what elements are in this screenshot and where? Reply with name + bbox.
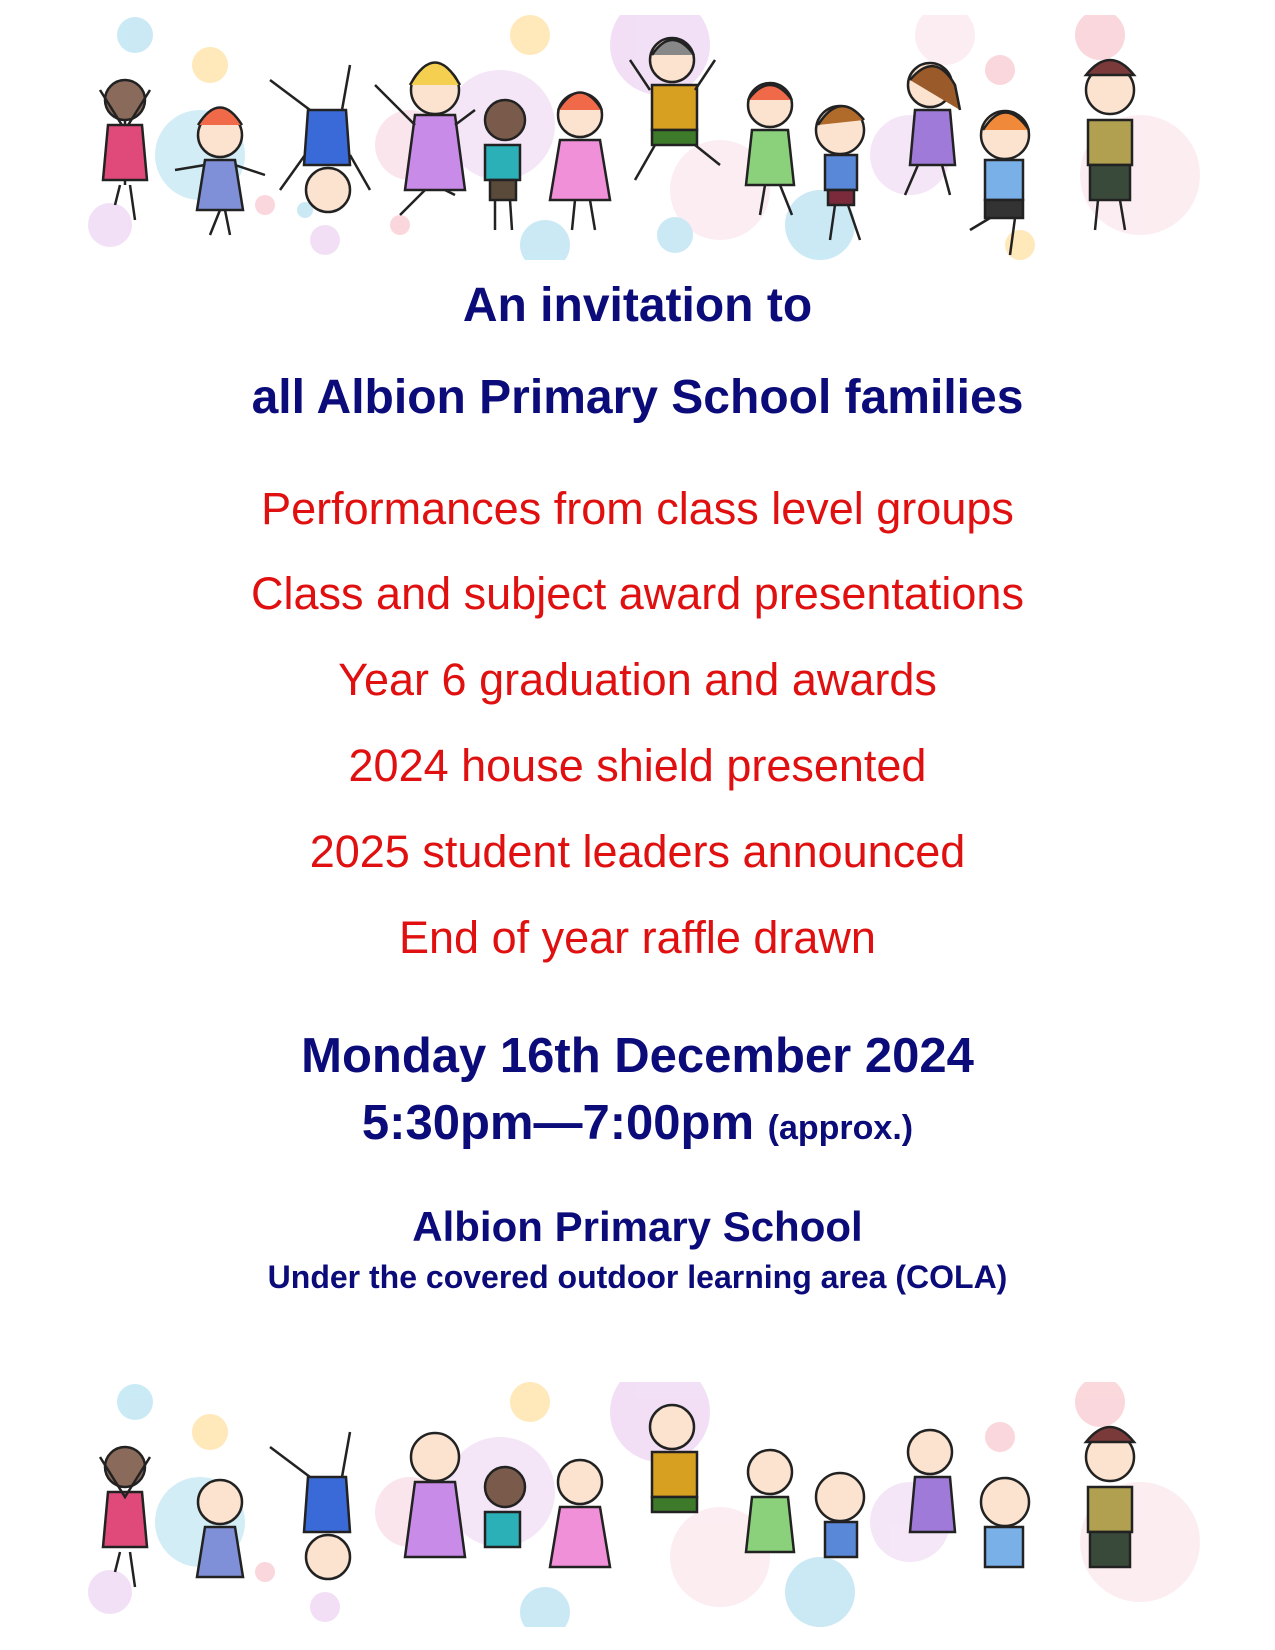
program-item: Class and subject award presentations <box>251 568 1024 619</box>
program-item: 2025 student leaders announced <box>309 826 966 877</box>
event-time-row <box>0 1095 1275 1151</box>
program-item: Performances from class level groups <box>261 483 1014 534</box>
event-date: Monday 16th December 2024 <box>301 1029 974 1083</box>
program-item: End of year raffle drawn <box>399 912 876 963</box>
program-item: 2024 house shield presented <box>348 740 927 791</box>
bottom-children-banner <box>80 1382 1200 1627</box>
event-time-note: (approx.) <box>767 1109 914 1147</box>
top-children-banner <box>80 15 1200 260</box>
invitation-audience: all Albion Primary School families <box>251 371 1024 424</box>
venue-location: Under the covered outdoor learning area (COLA) <box>267 1259 1008 1295</box>
program-item: Year 6 graduation and awards <box>338 654 937 705</box>
venue-name: Albion Primary School <box>412 1203 863 1250</box>
children-illustration-icon <box>80 15 1200 260</box>
event-time: 5:30pm—7:00pm <box>361 1096 755 1150</box>
invitation-heading: An invitation to <box>462 279 813 332</box>
children-illustration-icon <box>80 1382 1200 1627</box>
